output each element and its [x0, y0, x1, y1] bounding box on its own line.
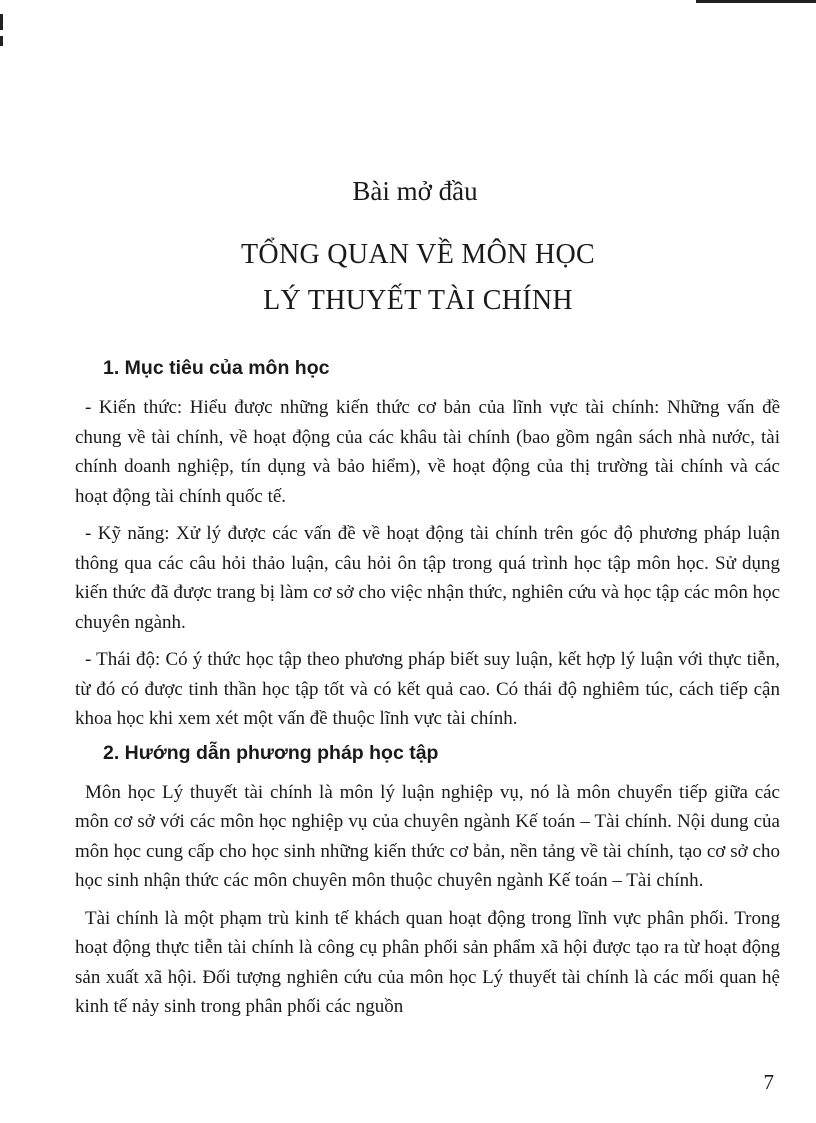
body-content	[75, 355, 780, 1030]
scan-edge-mark	[0, 36, 3, 46]
paragraph-attitude: - Thái độ: Có ý thức học tập theo phương pháp biết suy luận, kết hợp lý luận với thực tiễn, từ đó có được tinh thần học tập tốt và có kết quả cao. Có thái độ nghiêm túc, cách tiếp cận khoa học khi xem xét một vấn đề thuộc lĩnh vực tài chính.	[75, 649, 780, 729]
section-heading-objectives: 1. Mục tiêu của môn học	[103, 357, 330, 379]
paragraph-course-intro: Môn học Lý thuyết tài chính là môn lý luận nghiệp vụ, nó là môn chuyển tiếp giữa các môn cơ sở với các môn học nghiệp vụ của chuyên ngành Kế toán – Tài chính. Nội dung của môn học cung cấp cho học sinh những kiến thức cơ bản, nền tảng về tài chính, tạo cơ sở cho học sinh nhận thức các môn chuyên môn thuộc chuyên ngành Kế toán – Tài chính.	[75, 781, 780, 891]
scan-edge-mark	[0, 14, 3, 30]
chapter-title	[0, 232, 816, 324]
paragraph-finance-definition: Tài chính là một phạm trù kinh tế khách quan hoạt động trong lĩnh vực phân phối. Trong hoạt động thực tiễn tài chính là công cụ phân phối sản phẩm xã hội được tạo ra từ hoạt động sản xuất xã hội. Đối tượng nghiên cứu của môn học Lý thuyết tài chính là các mối quan hệ kinh tế nảy sinh trong phân phối các nguồn	[75, 907, 780, 1017]
scan-edge-rule	[696, 0, 816, 3]
chapter-title-line-2: LÝ THUYẾT TÀI CHÍNH	[263, 285, 573, 316]
paragraph-skills: - Kỹ năng: Xử lý được các vấn đề về hoạt động tài chính trên góc độ phương pháp luận thông qua các câu hỏi thảo luận, câu hỏi ôn tập trong quá trình học tập môn học. Sử dụng kiến thức đã được trang bị làm cơ sở cho việc nhận thức, nghiên cứu và học tập các môn học chuyên ngành.	[75, 523, 780, 633]
chapter-subtitle: Bài mở đầu	[352, 176, 478, 206]
page-number: 7	[763, 1070, 774, 1094]
section-heading-study-method: 2. Hướng dẫn phương pháp học tập	[103, 741, 439, 764]
chapter-title-line-1: TỔNG QUAN VỀ MÔN HỌC	[241, 239, 595, 270]
paragraph-knowledge: - Kiến thức: Hiểu được những kiến thức cơ bản của lĩnh vực tài chính: Những vấn đề chung về tài chính, về hoạt động của các khâu tài chính (bao gồm ngân sách nhà nước, tài chính doanh nghiệp, tín dụng và bảo hiểm), về hoạt động của thị trường tài chính và các hoạt động tài chính quốc tế.	[75, 397, 780, 507]
